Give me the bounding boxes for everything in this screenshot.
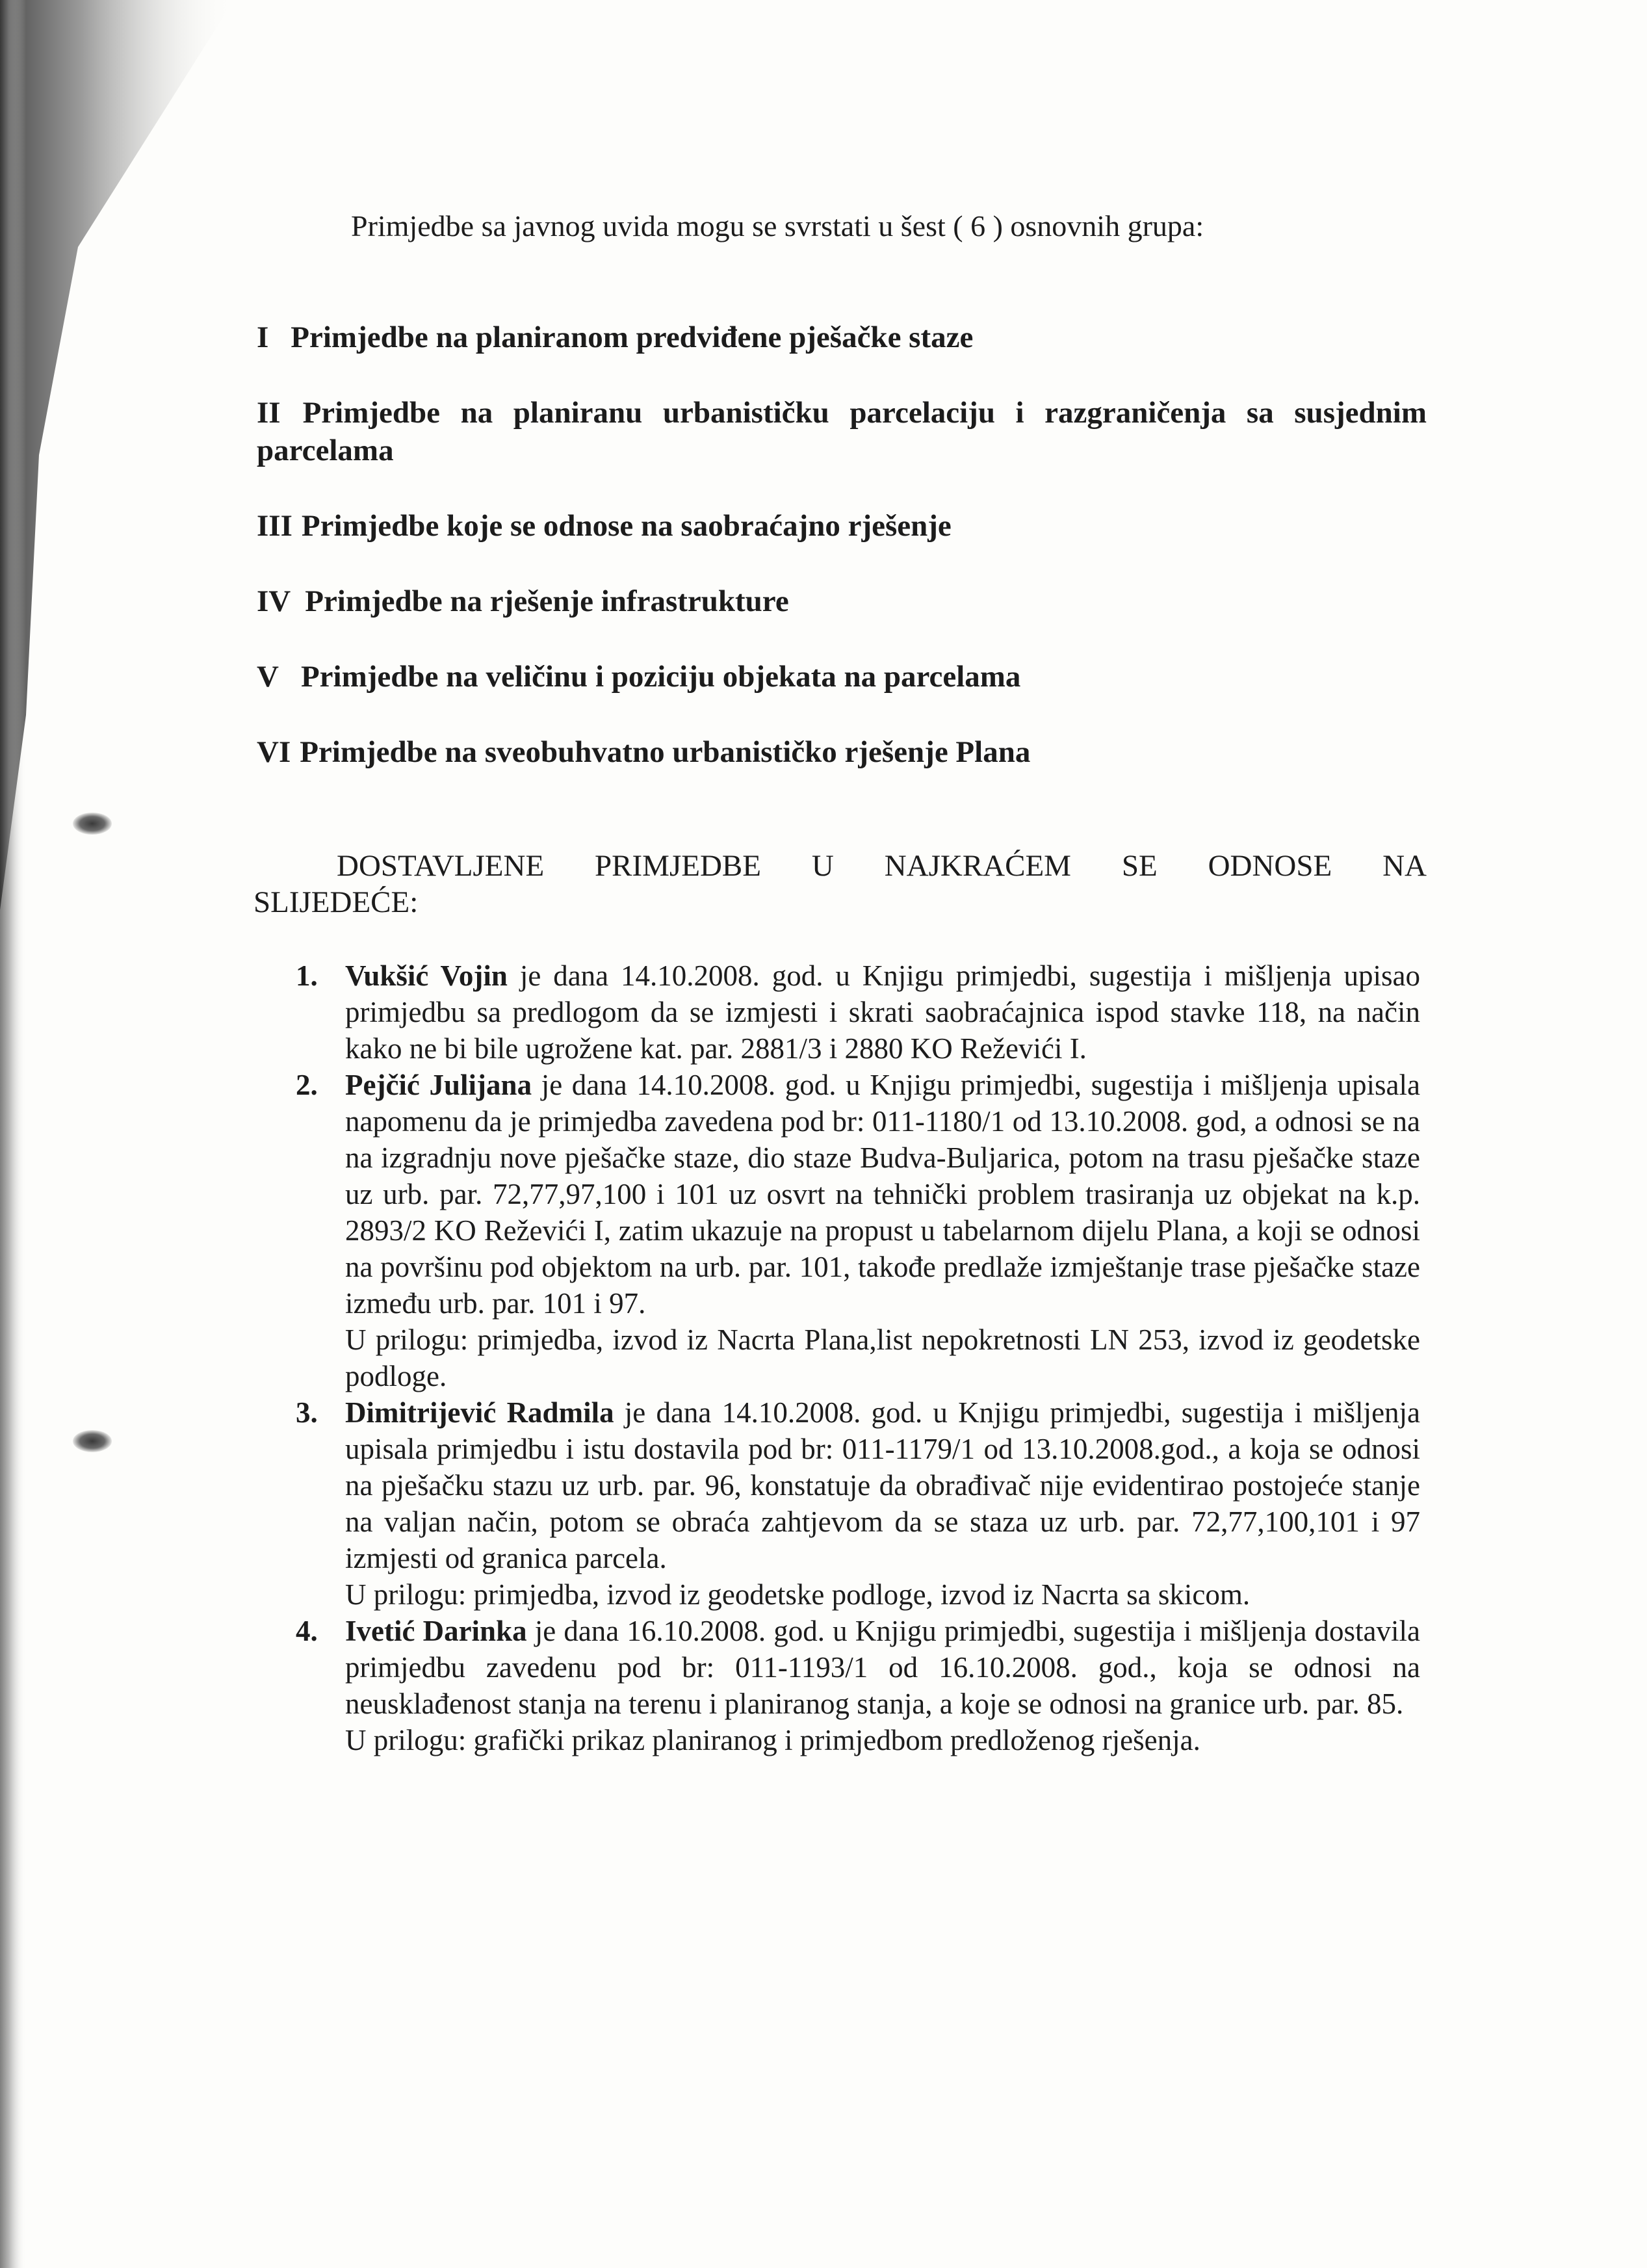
section-heading <box>253 848 1427 920</box>
group-item <box>257 658 1427 696</box>
remark-attachment: U prilogu: primjedba, izvod iz Nacrta Plana,list nepokretnosti LN 253, izvod iz geodetske podloge. <box>345 1323 1420 1392</box>
remark-item <box>296 1394 1420 1613</box>
group-text: Primjedbe koje se odnose na saobraćajno rješenje <box>301 509 952 543</box>
remark-author: Pejčić Julijana <box>345 1069 532 1101</box>
remark-text: je dana 16.10.2008. god. u Knjigu primjedbi, sugestija i mišljenja dostavila primjedbu zavedenu pod br: 011-1193/1 od 16.10.2008. god., koja se odnosi na neusklađenost stanja na terenu i planiranog stanja, a koje se odnosi na granice urb. par. 85. <box>345 1615 1421 1720</box>
section-heading-line: DOSTAVLJENE PRIMJEDBE U NAJKRAĆEM SE ODNOSE NA <box>337 849 1427 883</box>
group-number: V <box>257 660 279 694</box>
group-text: Primjedbe na sveobuhvatno urbanističko rješenje Plana <box>300 735 1031 769</box>
remark-item <box>296 1613 1420 1758</box>
intro-text: Primjedbe sa javnog uvida mogu se svrstati u šest ( 6 ) osnovnih grupa: <box>351 209 1204 242</box>
group-text: Primjedbe na planiranom predviđene pješačke staze <box>291 320 974 354</box>
group-item <box>257 394 1427 469</box>
remark-author: Ivetić Darinka <box>345 1615 527 1647</box>
group-number: I <box>257 320 269 354</box>
remark-attachment: U prilogu: grafički prikaz planiranog i primjedbom predloženog rješenja. <box>345 1724 1200 1756</box>
group-number: II <box>257 396 281 430</box>
groups-list <box>257 319 1427 809</box>
remarks-list <box>296 958 1420 1758</box>
remark-number: 2. <box>296 1069 318 1101</box>
section-heading-line: SLIJEDEĆE: <box>253 885 419 919</box>
remark-attachment: U prilogu: primjedba, izvod iz geodetske podloge, izvod iz Nacrta sa skicom. <box>345 1578 1251 1611</box>
group-item <box>257 733 1427 771</box>
remark-text: je dana 14.10.2008. god. u Knjigu primjedbi, sugestija i mišljenja upisala primjedbu i istu dostavila pod br: 011-1179/1 od 13.10.2008.god., a koja se odnosi na pješačku stazu uz urb. par. 96, konstatuje da obrađivač nije evidentirao postojeće stanje na valjan način, potom se obraća zahtjevom da se staza uz urb. par. 72,77,100,101 i 97 izmjesti od granica parcela. <box>345 1396 1421 1574</box>
remark-text: je dana 14.10.2008. god. u Knjigu primjedbi, sugestija i mišljenja upisala napomenu da je primjedba zavedena pod br: 011-1180/1 od 13.10.2008. god, a odnosi se na na izgradnju nove pješačke staze, dio staze Budva-Buljarica, potom na trasu pješačke staze uz urb. par. 72,77,97,100 i 101 uz osvrt na tehnički problem trasiranja uz objekat na k.p. 2893/2 KO Reževići I, zatim ukazuje na propust u tabelarnom dijelu Plana, a koji se odnosi na površinu pod objektom na urb. par. 101, takođe predlaže izmještanje trase pješačke staze između urb. par. 101 i 97. <box>345 1069 1420 1320</box>
remark-number: 3. <box>296 1396 318 1429</box>
remark-number: 4. <box>296 1615 318 1647</box>
group-item <box>257 582 1427 620</box>
remark-author: Vukšić Vojin <box>345 959 508 992</box>
group-item <box>257 507 1427 545</box>
remark-number: 1. <box>296 959 318 992</box>
punch-hole <box>73 1430 112 1452</box>
group-text: Primjedbe na rješenje infrastrukture <box>305 584 789 618</box>
group-text: Primjedbe na veličinu i poziciju objekata na parcelama <box>300 660 1021 694</box>
group-number: III <box>257 509 292 543</box>
remark-item <box>296 1067 1420 1394</box>
remark-author: Dimitrijević Radmila <box>345 1396 614 1429</box>
group-number: VI <box>257 735 291 769</box>
punch-hole <box>73 813 112 835</box>
group-text: Primjedbe na planiranu urbanističku parcelaciju i razgraničenja sa susjednim parcelama <box>257 396 1427 467</box>
scan-shadow <box>0 0 234 2268</box>
group-item <box>257 319 1427 356</box>
remark-text: je dana 14.10.2008. god. u Knjigu primjedbi, sugestija i mišljenja upisao primjedbu sa predlogom da se izmjesti i skrati saobraćajnica ispod stavke 118, na način kako ne bi bile ugrožene kat. par. 2881/3 i 2880 KO Reževići I. <box>345 959 1420 1065</box>
group-number: IV <box>257 584 291 618</box>
remark-item <box>296 958 1420 1067</box>
